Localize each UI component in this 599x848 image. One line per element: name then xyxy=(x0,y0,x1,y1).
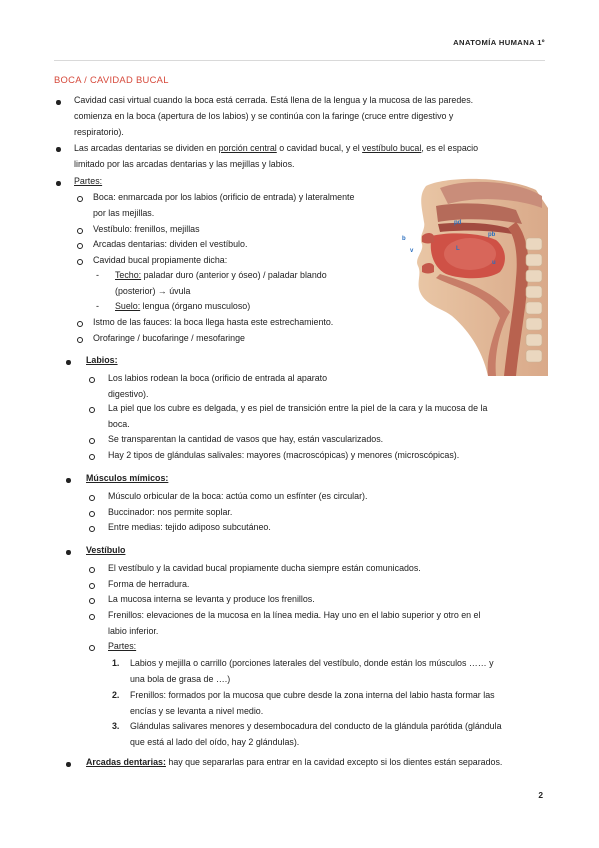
bullet-icon xyxy=(66,478,71,483)
intro-p2-line1: Las arcadas dentarias se dividen en porción central o cavidad bucal, y el vestíbulo bucal, es el espacio xyxy=(74,143,479,153)
bullet-icon xyxy=(56,147,61,152)
vestibulo-part1-line1: Labios y mejilla o carrillo (porciones laterales del vestíbulo, donde están los músculos …… y xyxy=(130,658,494,668)
numbered-item-2-marker: 2. xyxy=(112,690,120,700)
circle-bullet-icon xyxy=(89,583,95,589)
bullet-icon xyxy=(66,550,71,555)
arcadas-line: Arcadas dentarias: hay que separarlas para entrar en la cavidad excepto si los dientes están separados. xyxy=(86,757,503,767)
porcion-central-term: porción central xyxy=(218,143,277,153)
bullet-icon xyxy=(56,181,61,186)
circle-bullet-icon xyxy=(77,243,83,249)
page-number: 2 xyxy=(538,790,543,800)
vestibulo-part2-line2: encías y se levanta a nivel medio. xyxy=(130,706,264,716)
musculos-item1: Músculo orbicular de la boca: actúa como un esfínter (es circular). xyxy=(108,491,368,501)
labios-item1-line2: digestivo). xyxy=(108,389,149,399)
intro-p1-line1: Cavidad casi virtual cuando la boca está cerrada. Está llena de la lengua y la mucosa de las paredes. xyxy=(74,95,474,105)
vestibulo-item4-line1: Frenillos: elevaciones de la mucosa en la línea media. Hay uno en el labio superior y otro en el xyxy=(108,610,481,620)
labios-item2-line1: La piel que los cubre es delgada, y es piel de transición entre la piel de la cara y la mucosa de la xyxy=(108,403,488,413)
bullet-icon xyxy=(56,100,61,105)
dash-bullet-icon: - xyxy=(96,270,99,280)
dash-bullet-icon: - xyxy=(96,301,99,311)
arcadas-heading: Arcadas dentarias: xyxy=(86,757,166,767)
numbered-item-1-marker: 1. xyxy=(112,658,120,668)
partes-suelo: Suelo: lengua (órgano musculoso) xyxy=(115,301,251,311)
figure-label-u: u xyxy=(492,260,496,266)
labios-item3: Se transparentan la cantidad de vasos que hay, están vascularizados. xyxy=(108,434,384,444)
circle-bullet-icon xyxy=(89,438,95,444)
circle-bullet-icon xyxy=(89,614,95,620)
musculos-item2: Buccinador: nos permite soplar. xyxy=(108,507,233,517)
labios-heading: Labios: xyxy=(86,355,118,365)
intro-p1-line3: respiratorio). xyxy=(74,127,124,137)
vestibulo-item4-line2: labio inferior. xyxy=(108,626,159,636)
partes-boca-line2: por las mejillas. xyxy=(93,208,155,218)
intro-p2-line2: limitado por las arcadas dentarias y las mejillas y labios. xyxy=(74,159,295,169)
figure-label-b: b xyxy=(402,236,406,242)
partes-cavidad: Cavidad bucal propiamente dicha: xyxy=(93,255,228,265)
circle-bullet-icon xyxy=(89,567,95,573)
circle-bullet-icon xyxy=(77,228,83,234)
labios-item2-line2: boca. xyxy=(108,419,130,429)
intro-p1-line2: comienza en la boca (apertura de los labios) y se continúa con la faringe (cruce entre digestivo y xyxy=(74,111,454,121)
bullet-icon xyxy=(66,360,71,365)
partes-boca-line1: Boca: enmarcada por los labios (orificio de entrada) y lateralmente xyxy=(93,192,355,202)
vestibulo-part3-line1: Glándulas salivares menores y desembocadura del conducto de la glándula parótida (glándula xyxy=(130,721,502,731)
circle-bullet-icon xyxy=(89,526,95,532)
section-title: BOCA / CAVIDAD BUCAL xyxy=(54,74,169,85)
vestibulo-partes-heading: Partes: xyxy=(108,641,137,651)
sagittal-head-illustration xyxy=(396,178,548,376)
header-title: ANATOMÍA HUMANA 1º xyxy=(453,38,545,47)
circle-bullet-icon xyxy=(77,337,83,343)
circle-bullet-icon xyxy=(89,598,95,604)
vestibulo-item3: La mucosa interna se levanta y produce los frenillos. xyxy=(108,594,315,604)
circle-bullet-icon xyxy=(77,196,83,202)
figure-label-pb: pb xyxy=(488,232,496,238)
partes-orofaringe: Orofaringe / bucofaringe / mesofaringe xyxy=(93,333,245,343)
vestibulo-part2-line1: Frenillos: formados por la mucosa que cubre desde la zona interna del labio hasta formar las xyxy=(130,690,495,700)
circle-bullet-icon xyxy=(77,259,83,265)
partes-techo-line1: Techo: paladar duro (anterior y óseo) / paladar blando xyxy=(115,270,327,280)
partes-istmo: Istmo de las fauces: la boca llega hasta este estrechamiento. xyxy=(93,317,334,327)
partes-techo-line2: (posterior) → úvula xyxy=(115,286,191,296)
partes-heading: Partes: xyxy=(74,176,103,186)
musculos-heading: Músculos mímicos: xyxy=(86,473,169,483)
labios-item4: Hay 2 tipos de glándulas salivales: mayores (macroscópicas) y menores (microscópicas). xyxy=(108,450,460,460)
labios-item1-line1: Los labios rodean la boca (orificio de entrada al aparato xyxy=(108,373,328,383)
bullet-icon xyxy=(66,762,71,767)
numbered-item-3-marker: 3. xyxy=(112,721,120,731)
circle-bullet-icon xyxy=(89,511,95,517)
circle-bullet-icon xyxy=(77,321,83,327)
vestibulo-item1: El vestíbulo y la cavidad bucal propiamente ducha siempre están comunicados. xyxy=(108,563,421,573)
circle-bullet-icon xyxy=(89,454,95,460)
partes-arcadas: Arcadas dentarias: dividen el vestíbulo. xyxy=(93,239,248,249)
vestibulo-item2: Forma de herradura. xyxy=(108,579,190,589)
partes-vestibulo: Vestíbulo: frenillos, mejillas xyxy=(93,224,200,234)
circle-bullet-icon xyxy=(89,407,95,413)
header-divider xyxy=(54,60,545,61)
figure-label-L: L xyxy=(456,246,460,252)
circle-bullet-icon xyxy=(89,377,95,383)
figure-label-pd: pd xyxy=(454,220,462,226)
vestibulo-bucal-term: vestíbulo bucal xyxy=(362,143,422,153)
figure-label-v: v xyxy=(410,248,414,254)
circle-bullet-icon xyxy=(89,645,95,651)
vestibulo-heading: Vestíbulo xyxy=(86,545,126,555)
vestibulo-part1-line2: una bola de grasa de ….) xyxy=(130,674,231,684)
vestibulo-part3-line2: que está al lado del oído, hay 2 glándulas). xyxy=(130,737,300,747)
circle-bullet-icon xyxy=(89,495,95,501)
musculos-item3: Entre medias: tejido adiposo subcutáneo. xyxy=(108,522,271,532)
